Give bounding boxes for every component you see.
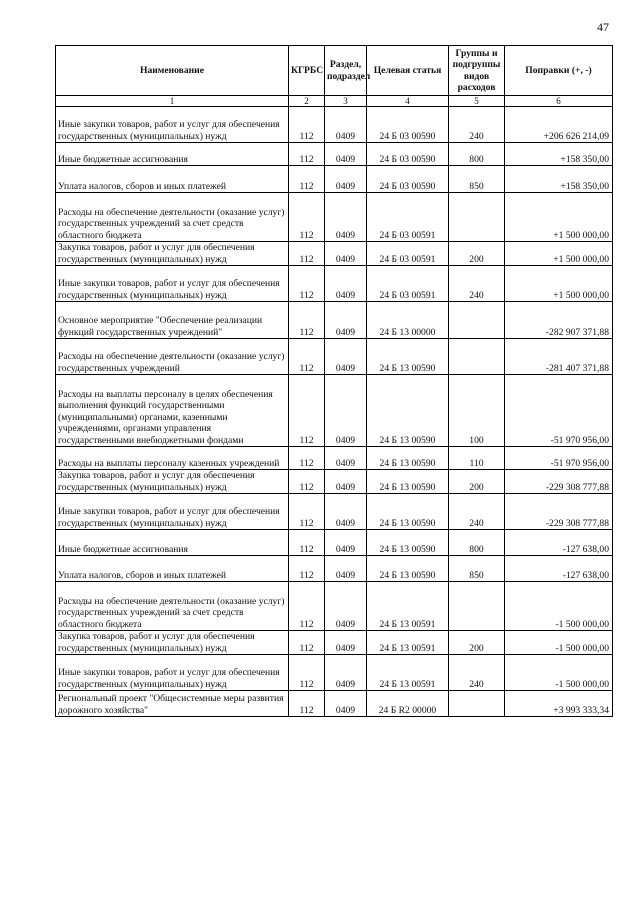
row-kgrbs: 112 (289, 556, 325, 582)
row-amount: -127 638,00 (505, 556, 613, 582)
row-amount: +1 500 000,00 (505, 266, 613, 302)
row-amount: -229 308 777,88 (505, 470, 613, 494)
row-target: 24 Б 03 00591 (367, 193, 449, 242)
row-group (449, 582, 505, 631)
table-row (56, 143, 613, 166)
row-name: Закупка товаров, работ и услуг для обеспечения государственных (муниципальных) нужд (56, 631, 289, 655)
row-section: 0409 (325, 375, 367, 447)
row-name: Иные закупки товаров, работ и услуг для обеспечения государственных (муниципальных) нужд (56, 494, 289, 530)
row-group (449, 339, 505, 375)
header-kgrbs: КГРБС (289, 46, 325, 96)
row-name: Основное мероприятие "Обеспечение реализации функций государственных учреждений" (56, 302, 289, 339)
header-section: Раздел, подраздел (325, 46, 367, 96)
row-kgrbs: 112 (289, 143, 325, 166)
row-kgrbs: 112 (289, 582, 325, 631)
row-amount: -1 500 000,00 (505, 631, 613, 655)
table-row (56, 242, 613, 266)
row-kgrbs: 112 (289, 447, 325, 470)
row-kgrbs: 112 (289, 530, 325, 556)
header-name: Наименование (56, 46, 289, 96)
row-group: 800 (449, 530, 505, 556)
table-row (56, 266, 613, 302)
row-group: 110 (449, 447, 505, 470)
budget-amendments-table (55, 45, 613, 717)
table-row (56, 339, 613, 375)
row-kgrbs: 112 (289, 339, 325, 375)
row-target: 24 Б 13 00590 (367, 339, 449, 375)
row-section: 0409 (325, 470, 367, 494)
row-group: 240 (449, 266, 505, 302)
row-kgrbs: 112 (289, 302, 325, 339)
row-kgrbs: 112 (289, 631, 325, 655)
row-target: 24 Б 13 00591 (367, 655, 449, 691)
row-section: 0409 (325, 107, 367, 143)
row-name: Иные закупки товаров, работ и услуг для обеспечения государственных (муниципальных) нужд (56, 266, 289, 302)
column-number: 3 (325, 96, 367, 107)
header-row (56, 46, 613, 96)
row-group: 240 (449, 494, 505, 530)
row-section: 0409 (325, 166, 367, 193)
row-amount: +1 500 000,00 (505, 242, 613, 266)
row-target: 24 Б 13 00591 (367, 582, 449, 631)
row-name: Расходы на выплаты персоналу в целях обеспечения выполнения функций государственными (муниципальными) органами, казенными учреждениями, органами управления государственными внебюджетными фондами (56, 375, 289, 447)
row-group (449, 691, 505, 717)
table-row (56, 631, 613, 655)
row-amount: -282 907 371,88 (505, 302, 613, 339)
row-name: Закупка товаров, работ и услуг для обеспечения государственных (муниципальных) нужд (56, 470, 289, 494)
table-row (56, 582, 613, 631)
row-target: 24 Б 03 00591 (367, 242, 449, 266)
row-amount: -1 500 000,00 (505, 582, 613, 631)
row-amount: -51 970 956,00 (505, 375, 613, 447)
row-target: 24 Б 13 00590 (367, 530, 449, 556)
row-amount: -1 500 000,00 (505, 655, 613, 691)
row-group (449, 302, 505, 339)
row-name: Расходы на обеспечение деятельности (оказание услуг) государственных учреждений за счет средств областного бюджета (56, 582, 289, 631)
row-section: 0409 (325, 530, 367, 556)
row-target: 24 Б 03 00590 (367, 107, 449, 143)
row-section: 0409 (325, 655, 367, 691)
row-section: 0409 (325, 631, 367, 655)
row-group (449, 193, 505, 242)
row-kgrbs: 112 (289, 193, 325, 242)
row-name: Иные закупки товаров, работ и услуг для обеспечения государственных (муниципальных) нужд (56, 107, 289, 143)
row-kgrbs: 112 (289, 266, 325, 302)
row-amount: -229 308 777,88 (505, 494, 613, 530)
row-section: 0409 (325, 691, 367, 717)
row-kgrbs: 112 (289, 655, 325, 691)
row-name: Расходы на обеспечение деятельности (оказание услуг) государственных учреждений за счет средств областного бюджета (56, 193, 289, 242)
row-kgrbs: 112 (289, 691, 325, 717)
row-amount: +158 350,00 (505, 166, 613, 193)
row-name: Иные бюджетные ассигнования (56, 530, 289, 556)
column-number: 1 (56, 96, 289, 107)
row-amount: +206 626 214,09 (505, 107, 613, 143)
row-target: 24 Б 03 00590 (367, 166, 449, 193)
row-group: 200 (449, 631, 505, 655)
row-group: 850 (449, 166, 505, 193)
row-group: 800 (449, 143, 505, 166)
table-row (56, 691, 613, 717)
row-section: 0409 (325, 582, 367, 631)
row-target: 24 Б 03 00590 (367, 143, 449, 166)
row-group: 100 (449, 375, 505, 447)
row-name: Иные бюджетные ассигнования (56, 143, 289, 166)
row-amount: +158 350,00 (505, 143, 613, 166)
row-name: Расходы на выплаты персоналу казенных учреждений (56, 447, 289, 470)
header-target: Целевая статья (367, 46, 449, 96)
row-kgrbs: 112 (289, 470, 325, 494)
row-group: 850 (449, 556, 505, 582)
row-kgrbs: 112 (289, 107, 325, 143)
column-number: 5 (449, 96, 505, 107)
row-kgrbs: 112 (289, 166, 325, 193)
row-name: Уплата налогов, сборов и иных платежей (56, 166, 289, 193)
row-target: 24 Б 13 00000 (367, 302, 449, 339)
row-section: 0409 (325, 339, 367, 375)
row-section: 0409 (325, 242, 367, 266)
row-kgrbs: 112 (289, 242, 325, 266)
row-section: 0409 (325, 494, 367, 530)
row-name: Региональный проект "Общесистемные меры развития дорожного хозяйства" (56, 691, 289, 717)
row-amount: +3 993 333,34 (505, 691, 613, 717)
column-number: 4 (367, 96, 449, 107)
table-row (56, 494, 613, 530)
table-row (56, 530, 613, 556)
table-row (56, 193, 613, 242)
row-section: 0409 (325, 302, 367, 339)
row-section: 0409 (325, 193, 367, 242)
row-target: 24 Б 13 00590 (367, 470, 449, 494)
column-number-row (56, 96, 613, 107)
row-section: 0409 (325, 447, 367, 470)
table-row (56, 375, 613, 447)
row-section: 0409 (325, 266, 367, 302)
row-amount: +1 500 000,00 (505, 193, 613, 242)
table-row (56, 302, 613, 339)
table-row (56, 655, 613, 691)
row-amount: -281 407 371,88 (505, 339, 613, 375)
row-section: 0409 (325, 556, 367, 582)
row-target: 24 Б 13 00591 (367, 631, 449, 655)
table-body (56, 107, 613, 717)
column-number: 2 (289, 96, 325, 107)
table-row (56, 470, 613, 494)
row-kgrbs: 112 (289, 375, 325, 447)
header-amendment: Поправки (+, -) (505, 46, 613, 96)
row-amount: -51 970 956,00 (505, 447, 613, 470)
row-name: Иные закупки товаров, работ и услуг для обеспечения государственных (муниципальных) нужд (56, 655, 289, 691)
row-name: Закупка товаров, работ и услуг для обеспечения государственных (муниципальных) нужд (56, 242, 289, 266)
table-row (56, 166, 613, 193)
row-group: 200 (449, 470, 505, 494)
row-group: 240 (449, 655, 505, 691)
row-target: 24 Б 13 00590 (367, 447, 449, 470)
row-target: 24 Б 13 00590 (367, 494, 449, 530)
header-group: Группы и подгруппы видов расходов (449, 46, 505, 96)
table-row (56, 107, 613, 143)
row-target: 24 Б 13 00590 (367, 556, 449, 582)
row-group: 240 (449, 107, 505, 143)
row-amount: -127 638,00 (505, 530, 613, 556)
page-number: 47 (597, 20, 609, 34)
table-row (56, 447, 613, 470)
row-target: 24 Б 13 00590 (367, 375, 449, 447)
row-target: 24 Б 03 00591 (367, 266, 449, 302)
row-kgrbs: 112 (289, 494, 325, 530)
row-target: 24 Б R2 00000 (367, 691, 449, 717)
table-row (56, 556, 613, 582)
row-section: 0409 (325, 143, 367, 166)
row-group: 200 (449, 242, 505, 266)
row-name: Расходы на обеспечение деятельности (оказание услуг) государственных учреждений (56, 339, 289, 375)
column-number: 6 (505, 96, 613, 107)
row-name: Уплата налогов, сборов и иных платежей (56, 556, 289, 582)
